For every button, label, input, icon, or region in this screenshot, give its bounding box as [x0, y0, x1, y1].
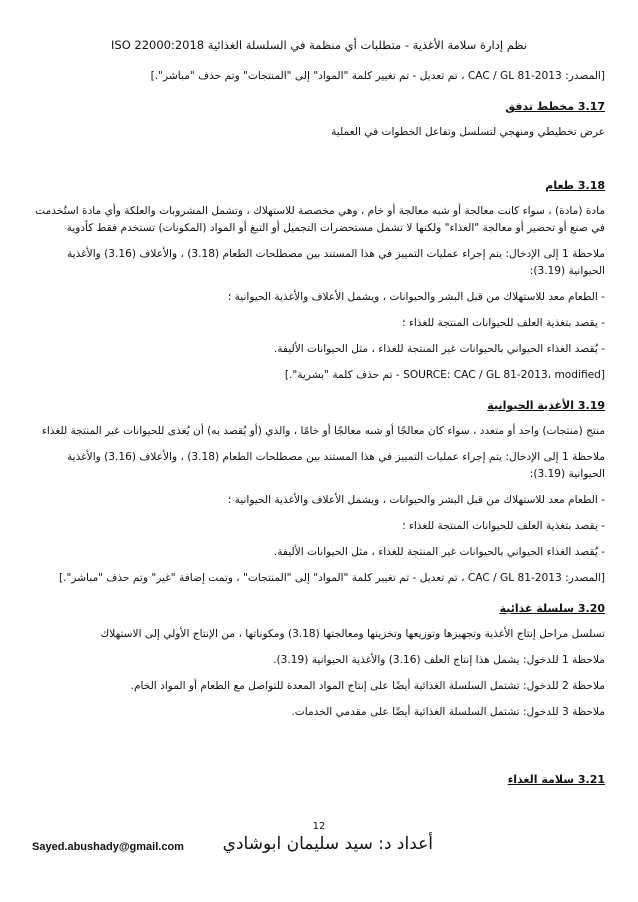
spacer [34, 730, 605, 744]
page-header: نظم إدارة سلامة الأغذية - متطلبات أي منظمة في السلسلة الغذائية ISO 22000:2018 [111, 38, 527, 52]
paragraph: - الطعام معد للاستهلاك من قبل البشر والحيوانات ، ويشمل الأعلاف والأغذية الحيوانية ؛ [227, 291, 605, 303]
paragraph: - يُقصد الغذاء الحيواني بالحيوانات غير المنتجة للغذاء ، مثل الحيوانات الأليفة. [273, 546, 605, 558]
paragraph: - الطعام معد للاستهلاك من قبل البشر والحيوانات ، ويشمل الأعلاف والأغذية الحيوانية ؛ [227, 494, 605, 506]
paragraph: [المصدر: CAC / GL 81-2013 ، تم تعديل - تم تغيير كلمة "المواد" إلى "المنتجات" وتم حذف "مباشر".] [150, 70, 605, 82]
page-number: 12 [312, 821, 326, 832]
paragraph: ملاحظة 1 للدخول: يشمل هذا إنتاج العلف (3.16) والأغذية الحيوانية (3.19). [273, 654, 605, 666]
document-body [34, 68, 605, 797]
paragraph: - يُقصد الغذاء الحيواني بالحيوانات غير المنتجة للغذاء ، مثل الحيوانات الأليفة. [273, 343, 605, 355]
paragraph: عرض تخطيطي ومنهجي لتسلسل وتفاعل الخطوات في العملية [331, 126, 605, 138]
paragraph: ملاحظة 1 إلى الإدخال: يتم إجراء عمليات التمييز في هذا المستند بين مصطلحات الطعام (3.18) ، والأعلاف (3.16) والأغذية الحيوانية (3.19): [66, 451, 605, 480]
paragraph: مادة (مادة) ، سواء كانت معالجة أو شبه معالجة أو خام ، وهي مخصصة للاستهلاك ، وتشمل المشروبات والعلكة وأي مادة استُخدمت في صنع أو تحضير أو معالجة "الغذاء" ولكنها لا تشمل مستحضرات التجميل أو التبغ أو المواد (المكونات) تستخدم فقط كأدوية [35, 205, 605, 234]
author-name: أعداد د: سيد سليمان ابوشادي [222, 834, 433, 854]
paragraph: [المصدر: CAC / GL 81-2013 ، تم تعديل - تم تغيير كلمة "المواد" إلى "المنتجات" ، وتمت إضافة "غير" وتم حذف "مباشر".] [58, 572, 605, 584]
paragraph: - يقصد بتغذية العلف للحيوانات المنتجة للغذاء ؛ [402, 317, 605, 329]
section-heading: 3.20 سلسلة غذائية [499, 602, 605, 615]
paragraph: ملاحظة 3 للدخول: تشتمل السلسلة الغذائية أيضًا على مقدمي الخدمات. [291, 706, 605, 718]
spacer [34, 744, 605, 758]
section-heading: 3.18 طعام [545, 179, 605, 192]
paragraph: ملاحظة 2 للدخول: تشتمل السلسلة الغذائية أيضًا على إنتاج المواد المعدة للتواصل مع الطعام أو المواد الخام. [130, 680, 605, 692]
paragraph: منتج (منتجات) واحد أو متعدد ، سواء كان معالجًا أو شبه معالجًا أو خامًا ، والذي (أو يُقصد به) أن يُغذى للحيوانات غير المنتجة للغذاء [41, 425, 605, 437]
paragraph: ملاحظة 1 إلى الإدخال: يتم إجراء عمليات التمييز في هذا المستند بين مصطلحات الطعام (3.18) ، والأعلاف (3.16) والأغذية الحيوانية (3.19): [66, 248, 605, 277]
author-email: Sayed.abushady@gmail.com [32, 841, 184, 853]
paragraph: تسلسل مراحل إنتاج الأغذية وتجهيزها وتوزيعها وتخزينها ومعالجتها (3.18) ومكوناتها ، من الإنتاج الأولي إلى الاستهلاك [100, 628, 605, 640]
paragraph: [SOURCE: CAC / GL 81-2013، modified - تم حذف كلمة "بشرية".] [284, 369, 605, 381]
spacer [34, 150, 605, 164]
section-heading: 3.21 سلامة الغذاء [507, 773, 605, 786]
section-heading: 3.17 مخطط تدفق [505, 100, 605, 113]
paragraph: - يقصد بتغذية العلف للحيوانات المنتجة للغذاء ؛ [402, 520, 605, 532]
section-heading: 3.19 الأغذية الحيوانية [487, 399, 605, 412]
